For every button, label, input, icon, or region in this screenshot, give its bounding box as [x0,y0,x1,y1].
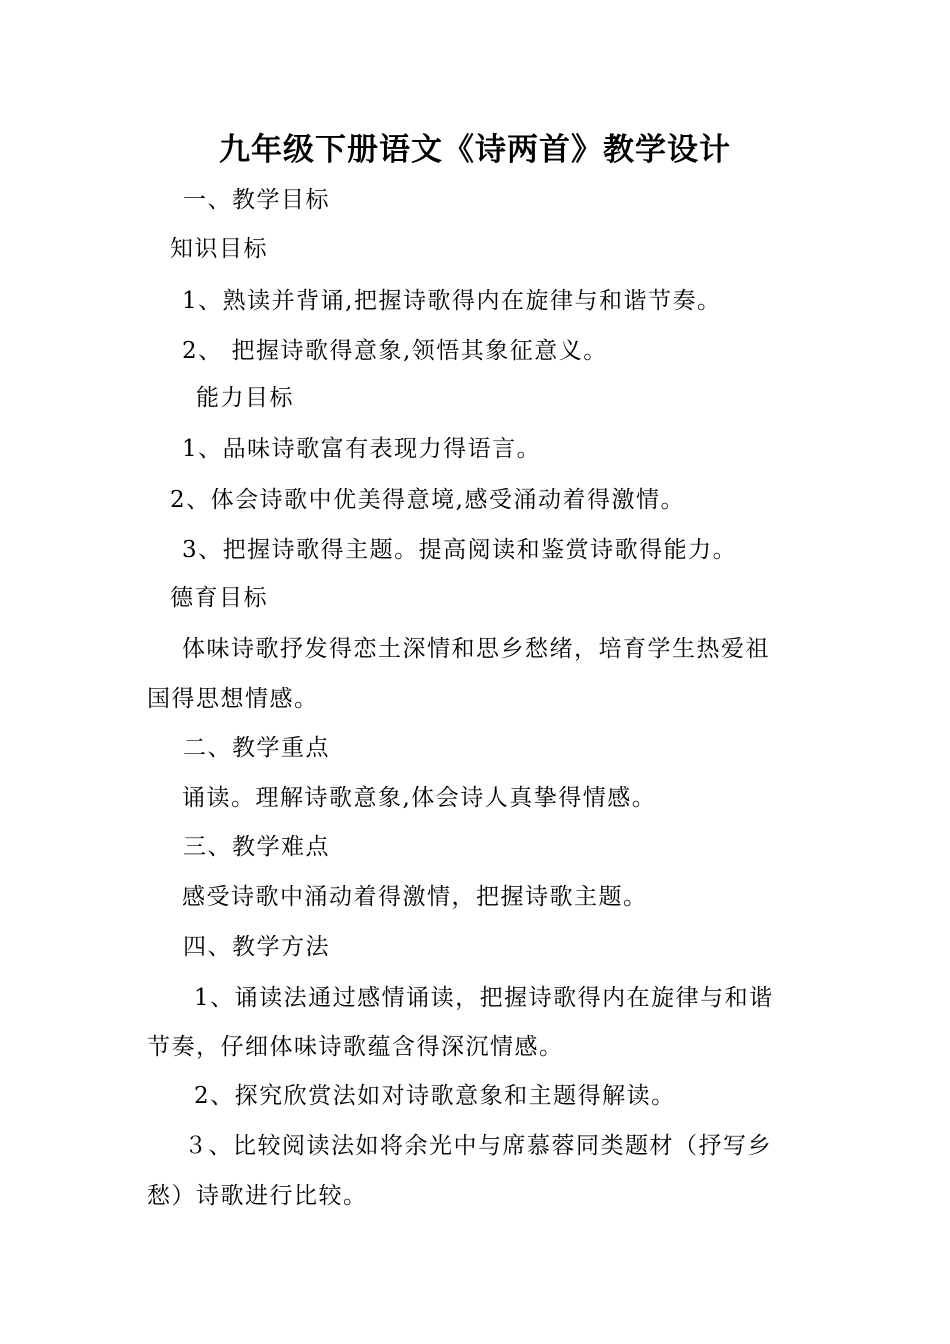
paragraph-ability-2: 2、体会诗歌中优美得意境,感受涌动着得激情。 [170,487,685,513]
paragraph-method-3-line-2: 愁）诗歌进行比较。 [147,1183,368,1209]
subheading-ability-goals: 能力目标 [196,385,294,411]
paragraph-difficulties: 感受诗歌中涌动着得激情，把握诗歌主题。 [182,884,648,910]
paragraph-knowledge-1: 1、熟读并背诵,把握诗歌得内在旋律与和谐节奏。 [182,288,722,314]
paragraph-moral-line-1: 体味诗歌抒发得恋土深情和思乡愁绪，培育学生热爱祖 [182,636,770,662]
section-heading-key-points: 二、教学重点 [183,735,330,761]
section-heading-teaching-methods: 四、教学方法 [183,934,330,960]
paragraph-method-2: 2、探究欣赏法如对诗歌意象和主题得解读。 [194,1083,676,1109]
section-heading-difficulties: 三、教学难点 [183,834,330,860]
paragraph-ability-1: 1、品味诗歌富有表现力得语言。 [182,436,542,462]
subheading-moral-goals: 德育目标 [170,585,268,611]
document-title: 九年级下册语文《诗两首》教学设计 [219,132,731,168]
paragraph-ability-3: 3、把握诗歌得主题。提高阅读和鉴赏诗歌得能力。 [182,537,738,563]
subheading-knowledge-goals: 知识目标 [170,236,268,262]
paragraph-knowledge-2: 2、 把握诗歌得意象,领悟其象征意义。 [182,338,608,364]
paragraph-method-1-line-2: 节奏，仔细体味诗歌蕴含得深沉情感。 [147,1034,564,1060]
paragraph-key-points: 诵读。理解诗歌意象,体会诗人真挚得情感。 [182,785,657,811]
paragraph-method-1-line-1: 1、诵读法通过感情诵读，把握诗歌得内在旋律与和谐 [194,985,774,1011]
paragraph-moral-line-2: 国得思想情感。 [147,686,319,712]
paragraph-method-3-line-1: ３、比较阅读法如将余光中与席慕蓉同类题材（抒写乡 [184,1133,772,1159]
section-heading-teaching-goals: 一、教学目标 [183,187,330,213]
